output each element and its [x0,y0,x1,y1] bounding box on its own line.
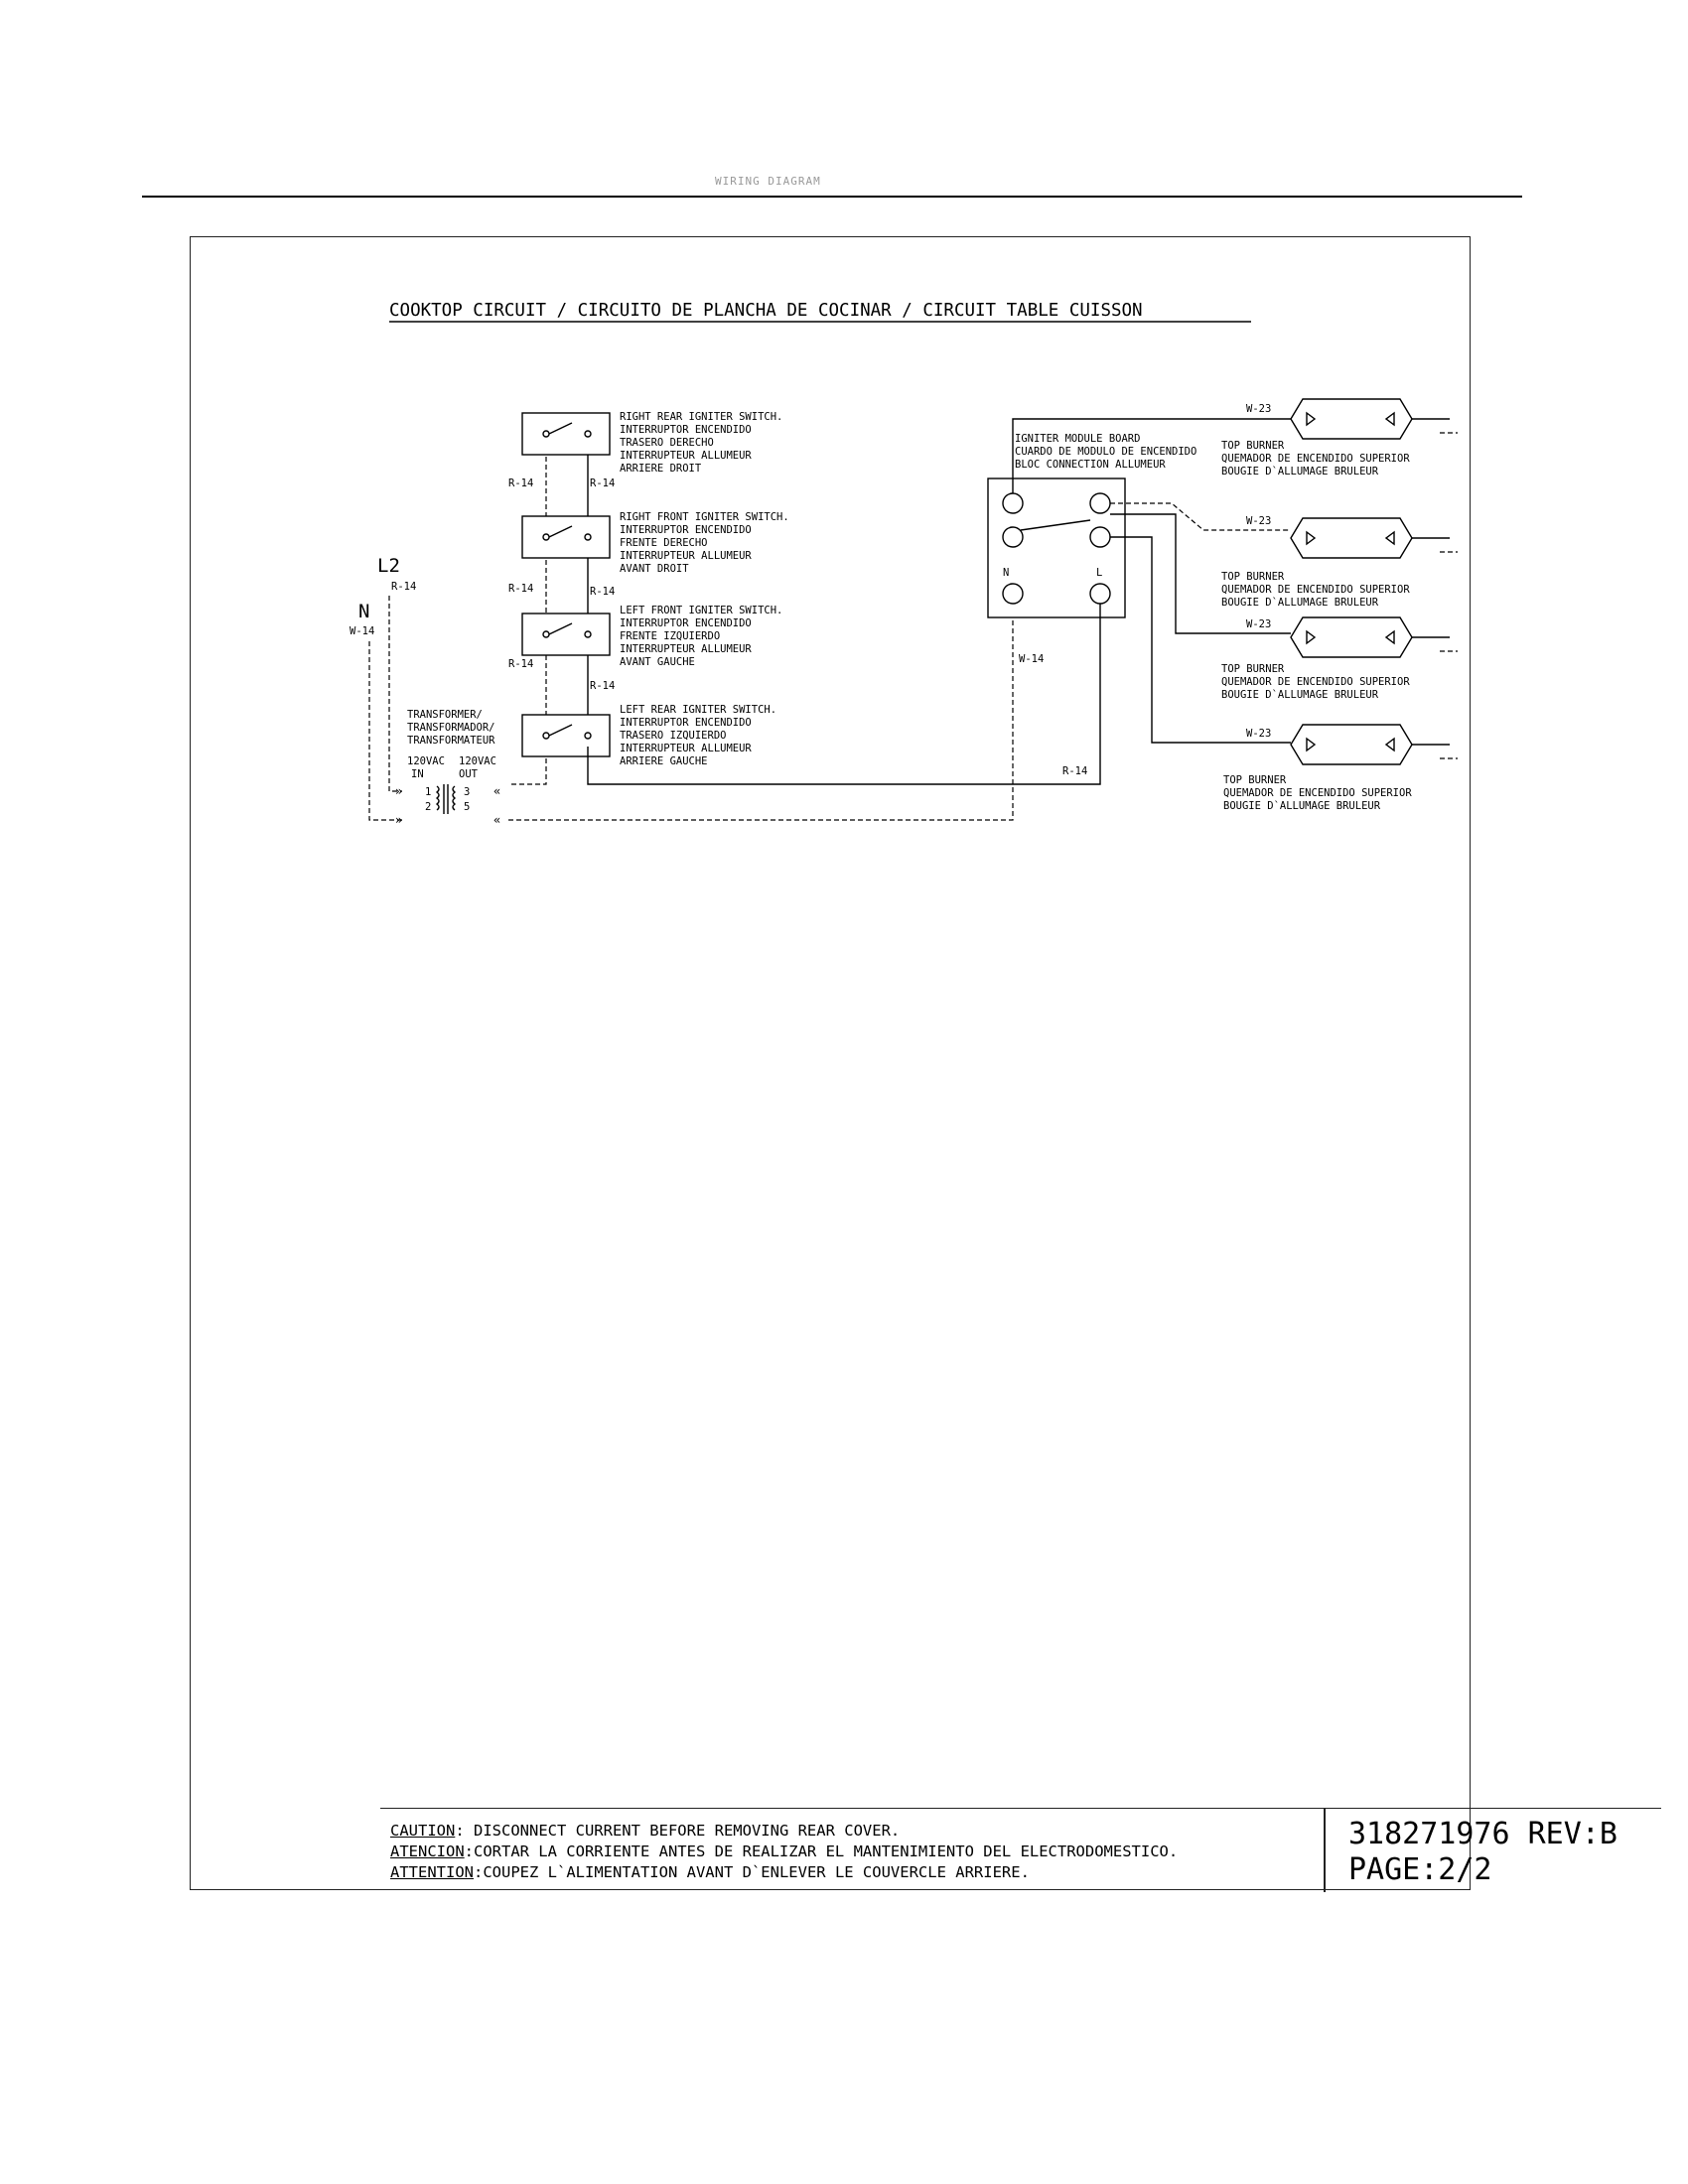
document-number: 318271976 REV:B [1348,1817,1618,1851]
switch-label-line: LEFT REAR IGNITER SWITCH. [620,704,777,716]
wire-label-r14: R-14 [590,586,616,598]
burner-label-line: BOUGIE D`ALLUMAGE BRULEUR [1221,689,1379,701]
page-number: PAGE:2/2 [1348,1852,1492,1887]
wire-label-w23: W-23 [1246,618,1272,630]
burner-label-line: TOP BURNER [1221,663,1285,675]
wire-label-w23: W-23 [1246,728,1272,740]
burner-label-line: TOP BURNER [1221,571,1285,583]
out-arrow: « [493,784,501,798]
wire-label-r14: R-14 [508,583,534,595]
atencion-text: :CORTAR LA CORRIENTE ANTES DE REALIZAR EL MANTENIMIENTO DEL ELECTRODOMESTICO. [464,1843,1179,1860]
top-burner-4 [1223,725,1458,812]
switch-label-line: FRENTE DERECHO [620,537,708,549]
transformer-coil-primary [437,786,439,810]
caution-label: CAUTION [390,1822,456,1840]
output-wire-4 [1110,537,1291,743]
module-label-line: IGNITER MODULE BOARD [1015,433,1141,445]
atencion-label: ATENCION [390,1843,465,1860]
switch-left-rear [522,704,776,767]
out-arrow: « [493,813,501,827]
wire-label-r14: R-14 [508,478,534,489]
switch-label-line: LEFT FRONT IGNITER SWITCH. [620,605,783,616]
top-burner-2 [1221,515,1458,609]
module-label-line: CUARDO DE MODULO DE ENCENDIDO [1015,446,1197,458]
burner-label-line: QUEMADOR DE ENCENDIDO SUPERIOR [1221,453,1410,465]
transformer-coil-secondary [453,786,455,810]
switch-label-line: INTERRUPTEUR ALLUMEUR [620,643,752,655]
wire-label-r14: R-14 [590,478,616,489]
switch-label-line: RIGHT FRONT IGNITER SWITCH. [620,511,789,523]
switch-label-line: TRASERO DERECHO [620,437,714,449]
caution-text: : DISCONNECT CURRENT BEFORE REMOVING REAR COVER. [455,1822,901,1840]
burner-label-line: TOP BURNER [1221,440,1285,452]
transformer-pin: 5 [464,801,471,813]
burner-label-line: QUEMADOR DE ENCENDIDO SUPERIOR [1223,787,1412,799]
switch-left-front [522,605,782,668]
transformer-pin: 2 [425,801,432,813]
n-arrow: » [395,813,403,827]
switch-box [522,614,610,655]
switch-label-line: AVANT DROIT [620,563,689,575]
header-title: WIRING DIAGRAM [715,175,821,188]
l2-arrow: » [395,784,403,798]
wire-label-w23: W-23 [1246,403,1272,415]
module-n-label: N [1003,567,1010,579]
switch-label-line: ARRIERE GAUCHE [620,755,708,767]
attention-text: :COUPEZ L`ALIMENTATION AVANT D`ENLEVER LE COUVERCLE ARRIERE. [474,1863,1030,1881]
switch-label-line: INTERRUPTOR ENCENDIDO [620,617,752,629]
top-burner-1 [1221,399,1458,478]
switch-label-line: RIGHT REAR IGNITER SWITCH. [620,411,783,423]
switch-right-rear [522,411,782,475]
transformer-in-label: IN [411,768,424,780]
switch-label-line: INTERRUPTOR ENCENDIDO [620,717,752,729]
switch-label-line: INTERRUPTOR ENCENDIDO [620,424,752,436]
switch-label-line: INTERRUPTEUR ALLUMEUR [620,550,752,562]
n-wire-label: W-14 [350,625,375,637]
burner-label-line: QUEMADOR DE ENCENDIDO SUPERIOR [1221,676,1410,688]
module-box [988,478,1125,617]
wire-label-r14: R-14 [508,658,534,670]
igniter-module [988,433,1196,617]
switch-label-line: AVANT GAUCHE [620,656,695,668]
transformer-label-line: TRANSFORMADOR/ [407,722,495,734]
transformer [407,709,496,814]
burner-label-line: BOUGIE D`ALLUMAGE BRULEUR [1221,597,1379,609]
transformer-pin: 1 [425,786,432,798]
switch-right-front [522,511,789,575]
module-l-label: L [1096,567,1103,579]
switch-box [522,516,610,558]
wire-label-r14: R-14 [1062,765,1088,777]
l2-wire-label: R-14 [391,581,417,593]
burner-label-line: QUEMADOR DE ENCENDIDO SUPERIOR [1221,584,1410,596]
transformer-label-line: TRANSFORMER/ [407,709,483,721]
n-label: N [358,601,370,622]
switch-box [522,413,610,455]
wire-label-w23: W-23 [1246,515,1272,527]
switch-label-line: TRASERO IZQUIERDO [620,730,727,742]
wire-label-r14: R-14 [590,680,616,692]
burner-label-line: TOP BURNER [1223,774,1287,786]
l2-wire [389,596,402,791]
l2-label: L2 [377,555,400,577]
transformer-out-label: OUT [459,768,478,780]
attention-label: ATTENTION [390,1863,474,1881]
wire-label-w14: W-14 [1019,653,1045,665]
module-label-line: BLOC CONNECTION ALLUMEUR [1015,459,1166,471]
transformer-label-line: TRANSFORMATEUR [407,735,495,747]
switch-label-line: INTERRUPTEUR ALLUMEUR [620,743,752,754]
switch-box [522,715,610,756]
transformer-pin: 3 [464,786,471,798]
transformer-in-label: 120VAC [407,755,445,767]
switch-label-line: INTERRUPTEUR ALLUMEUR [620,450,752,462]
burner-label-line: BOUGIE D`ALLUMAGE BRULEUR [1223,800,1381,812]
switch-label-line: ARRIERE DROIT [620,463,702,475]
switch-label-line: FRENTE IZQUIERDO [620,630,721,642]
burner-label-line: BOUGIE D`ALLUMAGE BRULEUR [1221,466,1379,478]
switch-label-line: INTERRUPTOR ENCENDIDO [620,524,752,536]
transformer-out-label: 120VAC [459,755,496,767]
diagram-title: COOKTOP CIRCUIT / CIRCUITO DE PLANCHA DE COCINAR / CIRCUIT TABLE CUISSON [389,301,1143,321]
top-burner-3 [1221,617,1458,701]
